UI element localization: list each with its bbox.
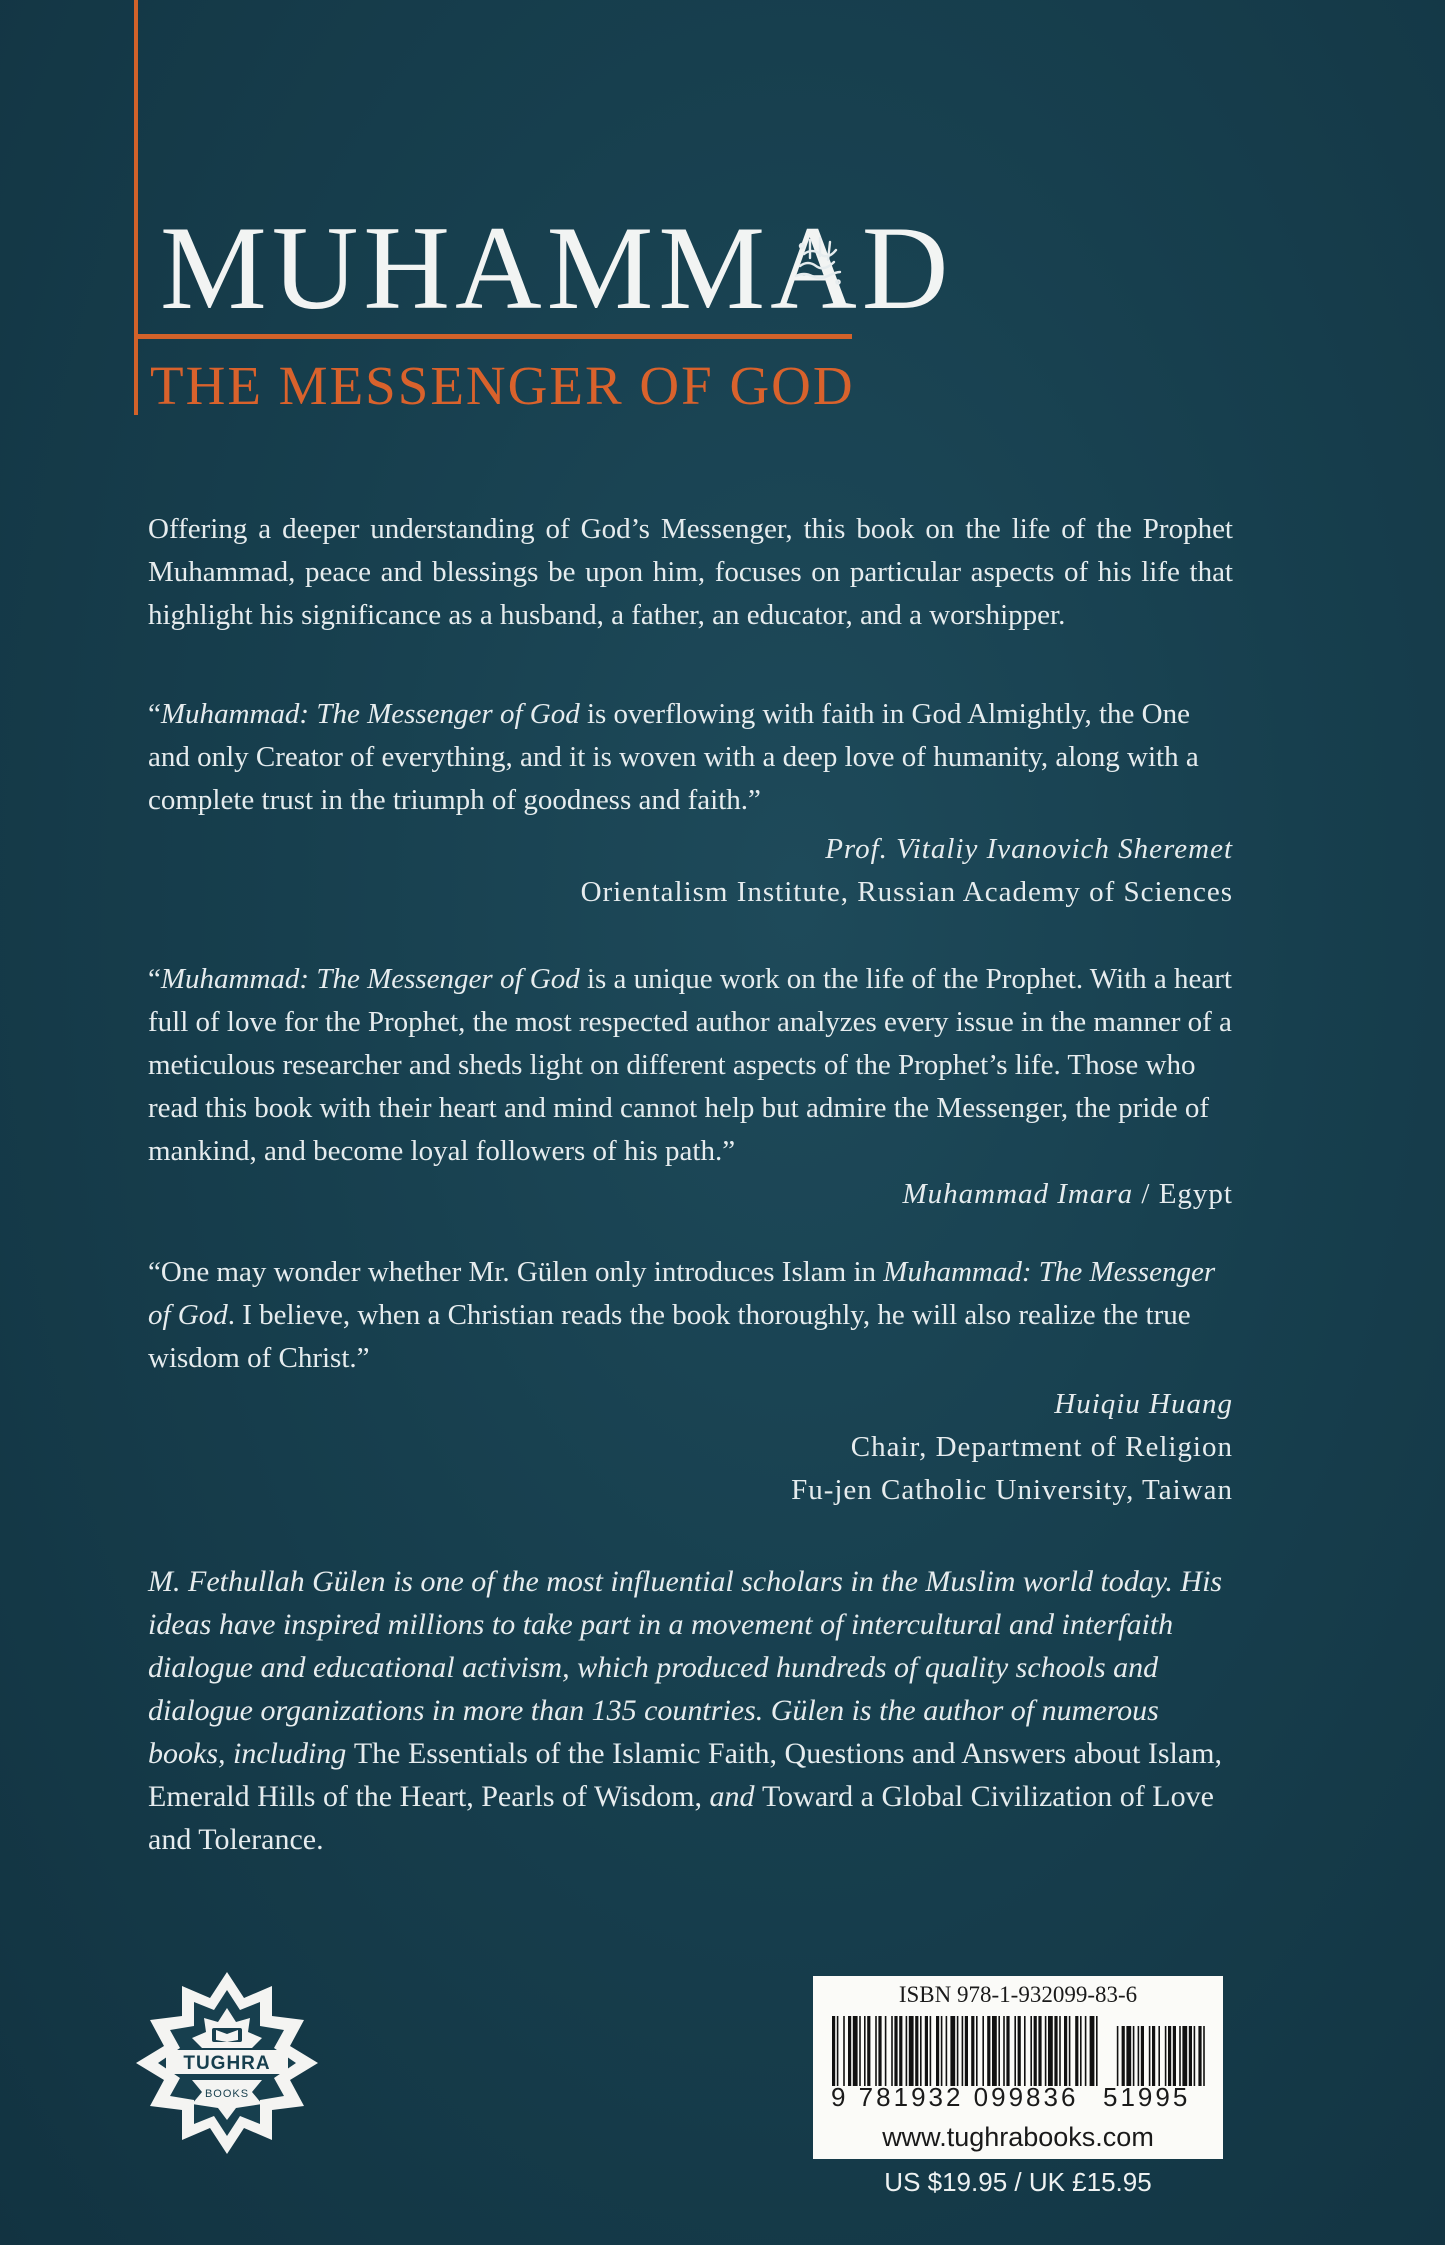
barcode-bar <box>987 2016 990 2086</box>
barcode-bar <box>930 2016 932 2086</box>
review-affiliation-line-2: Fu-jen Catholic University, Taiwan <box>791 1474 1233 1506</box>
barcode-bar <box>843 2016 845 2086</box>
barcode-bar <box>915 2016 918 2086</box>
barcode-bar <box>909 2016 914 2086</box>
barcode-bar <box>982 2016 984 2086</box>
barcode-bar <box>1069 2016 1071 2086</box>
accent-horizontal-rule <box>134 334 852 339</box>
barcode-bar <box>992 2016 997 2086</box>
isbn-number: ISBN 978-1-932099-83-6 <box>898 1982 1138 2007</box>
review-quote-3 <box>148 1251 1233 1380</box>
review-author: Prof. Vitaliy Ivanovich Sheremet <box>825 833 1233 865</box>
review-affiliation: Egypt <box>1158 1178 1233 1210</box>
barcode-bar <box>1075 2016 1078 2086</box>
barcode-bar <box>1085 2016 1087 2086</box>
review-affiliation: Orientalism Institute, Russian Academy of Sciences <box>580 876 1233 908</box>
quote-text-lead: “One may wonder whether Mr. Gülen only introduces Islam in <box>148 1256 884 1288</box>
barcode-addon-bar <box>1165 2026 1167 2086</box>
barcode-addon-bar <box>1203 2026 1205 2086</box>
barcode-bar <box>832 2016 835 2086</box>
barcode-bar <box>971 2016 974 2086</box>
barcode-addon-bar <box>1182 2026 1187 2086</box>
bio-book-list: The Essentials of the Islamic Faith, Questions and Answers about Islam, Emerald Hills of the Heart, Pearls of Wisdom, <box>148 1737 1222 1813</box>
barcode-bar <box>965 2016 968 2086</box>
barcode-bar <box>1054 2016 1057 2086</box>
barcode-bar <box>867 2016 870 2086</box>
bio-text: M. Fethullah Gülen is one of the most influential scholars in the Muslim world today. His ideas have inspired millions to take part in a movement of intercultural and interfaith dialogue and educational activism, which produced hundreds of quality schools and dialogue organizations in more than 135 countries. Gülen is the author of numerous books, including <box>148 1565 1223 1770</box>
barcode-addon-bar <box>1158 2026 1160 2086</box>
quote-text: is a unique work on the life of the Prophet. With a heart full of love for the Prophet, the most respected author analyzes every issue in the manner of a meticulous researcher and sheds light on different aspects of the Prophet’s life. Those who read this book with their heart and mind cannot help but admire the Messenger, the pride of mankind, and become loyal followers of his path.” <box>148 963 1232 1167</box>
review-quote-2 <box>148 958 1233 1173</box>
review-quote-1 <box>148 693 1233 822</box>
quoted-book-title: Muhammad: The Messenger of God <box>148 1256 1216 1331</box>
barcode-bars <box>830 2016 1206 2086</box>
barcode-addon-bar <box>1179 2026 1181 2086</box>
barcode-bar <box>906 2016 908 2086</box>
barcode-addon-bar <box>1117 2026 1119 2086</box>
arabic-salawat-calligraphy-icon <box>790 232 846 288</box>
review-author: Huiqiu Huang <box>1054 1388 1233 1420</box>
barcode-bar <box>837 2016 839 2086</box>
barcode-addon-bar <box>1122 2026 1125 2086</box>
logo-text-bottom: BOOKS <box>204 2088 250 2100</box>
barcode-bar <box>1080 2016 1082 2086</box>
publisher-url: www.tughrabooks.com <box>882 2122 1154 2152</box>
accent-vertical-rule <box>134 0 138 415</box>
logo-text-top: TUGHRA <box>183 2053 271 2074</box>
barcode-bar <box>848 2016 851 2086</box>
review-attribution-3 <box>791 1383 1233 1512</box>
intro-paragraph: Offering a deeper understanding of God’s Messenger, this book on the life of the Prophet Muhammad, peace and blessings be upon him, focuses on particular aspects of his life that highlight his significance as a husband, a father, an educator, and a worshipper. <box>148 513 1233 631</box>
barcode-bar <box>1059 2016 1061 2086</box>
quote-text: . I believe, when a Christian reads the book thoroughly, he will also realize the true wisdom of Christ.” <box>148 1299 1191 1374</box>
barcode-addon-bar <box>1168 2026 1171 2086</box>
barcode-bar <box>1034 2016 1037 2086</box>
barcode-addon-bar <box>1133 2026 1135 2086</box>
barcode-bar <box>925 2016 928 2086</box>
bio-end: . <box>316 1823 324 1856</box>
barcode-bar <box>878 2016 881 2086</box>
barcode-bar <box>946 2016 948 2086</box>
barcode-bar <box>941 2016 943 2086</box>
barcode-bar <box>1003 2016 1005 2086</box>
barcode-bar <box>962 2016 964 2086</box>
barcode-bar <box>936 2016 939 2086</box>
barcode-bar <box>875 2016 877 2086</box>
price-label: US $19.95 / UK £15.95 <box>884 2167 1152 2197</box>
barcode-bar <box>1048 2016 1053 2086</box>
addon-digits: 51995 <box>1103 2082 1191 2112</box>
barcode-addon-bar <box>1189 2026 1192 2086</box>
barcode-bar <box>998 2016 1000 2086</box>
barcode-bar <box>1045 2016 1047 2086</box>
barcode-bar <box>853 2016 858 2086</box>
barcode-bar <box>976 2016 978 2086</box>
barcode-bar <box>920 2016 922 2086</box>
barcode-addon-bar <box>1141 2026 1144 2086</box>
barcode-bar <box>885 2016 887 2086</box>
ean-digits: 9 781932 099836 <box>831 2082 1079 2112</box>
barcode-bar <box>950 2016 955 2086</box>
barcode-bar <box>899 2016 902 2086</box>
barcode-bar <box>894 2016 897 2086</box>
barcode-bar <box>891 2016 893 2086</box>
review-attribution-2 <box>902 1173 1233 1216</box>
barcode-addon-bar <box>1138 2026 1140 2086</box>
barcode-bar <box>1064 2016 1067 2086</box>
barcode-bar <box>859 2016 861 2086</box>
barcode-addon-bar <box>1173 2026 1176 2086</box>
quoted-book-title: Muhammad: The Messenger of God <box>160 698 580 730</box>
barcode-addon-bar <box>1126 2026 1131 2086</box>
quote-open-mark: “ <box>148 963 161 995</box>
barcode-bar <box>1038 2016 1041 2086</box>
barcode-bar <box>1090 2016 1095 2086</box>
barcode-bar <box>1030 2016 1032 2086</box>
barcode-bar <box>1096 2016 1098 2086</box>
book-subtitle: THE MESSENGER OF GOD <box>150 355 855 416</box>
barcode-addon-bar <box>1152 2026 1155 2086</box>
barcode-addon-bar <box>1149 2026 1151 2086</box>
quoted-book-title: Muhammad: The Messenger of God <box>160 963 580 995</box>
quote-open-mark: “ <box>148 698 161 730</box>
barcode-bar <box>1006 2016 1009 2086</box>
review-affiliation-line-1: Chair, Department of Religion <box>850 1431 1233 1463</box>
barcode-label <box>813 1976 1223 2159</box>
barcode-bar <box>864 2016 866 2086</box>
review-author: Muhammad Imara <box>902 1178 1134 1210</box>
book-title: MUHAMMAD <box>160 201 954 334</box>
barcode-addon-bar <box>1194 2026 1196 2086</box>
attribution-separator: / <box>1133 1178 1159 1210</box>
review-attribution-1 <box>581 828 1233 914</box>
barcode-bar <box>957 2016 959 2086</box>
barcode-bar <box>1024 2016 1026 2086</box>
barcode-bar <box>1018 2016 1021 2086</box>
barcode-addon-bar <box>1198 2026 1201 2086</box>
bio-and: and <box>701 1780 762 1813</box>
author-bio <box>148 1560 1233 1861</box>
bio-book-last: Toward a Global Civilization of Love and Tolerance <box>148 1780 1214 1856</box>
barcode-bar <box>1014 2016 1016 2086</box>
quote-text: is overflowing with faith in God Almightly, the One and only Creator of everything, and it is woven with a deep love of humanity, along with a complete trust in the triumph of goodness and faith.” <box>148 698 1199 816</box>
tughra-books-logo <box>132 1968 322 2158</box>
